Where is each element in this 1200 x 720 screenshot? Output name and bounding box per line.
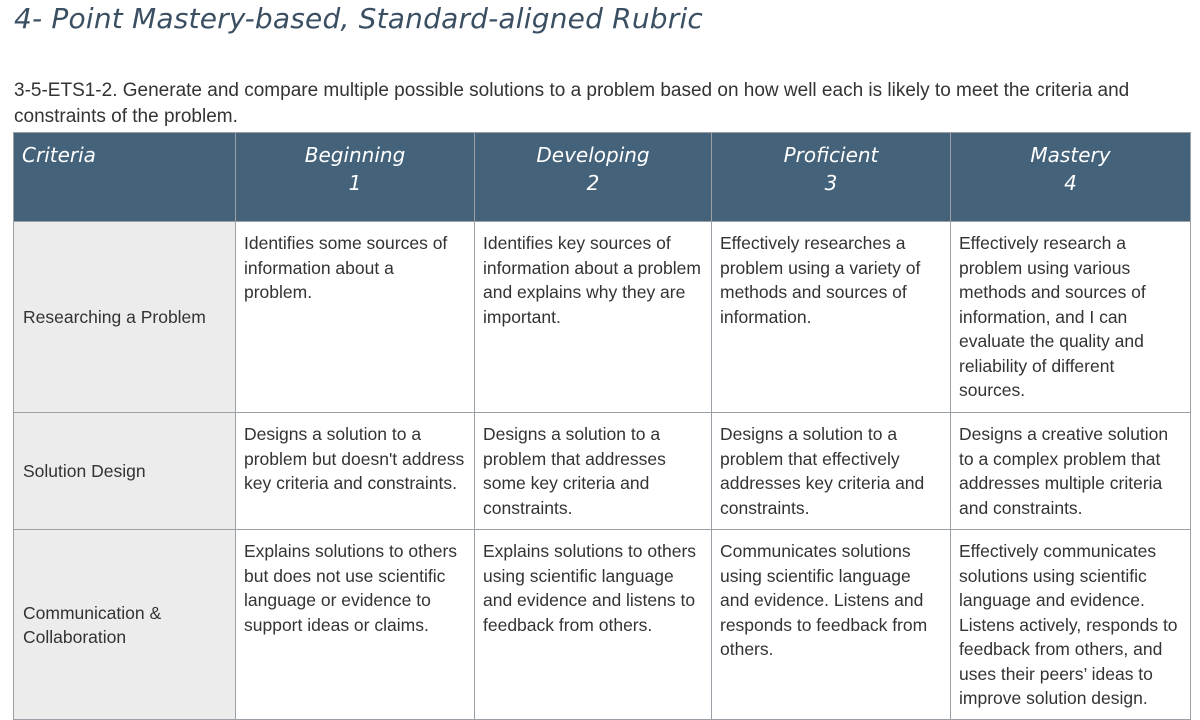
rubric-cell: Identifies some sources of information about a problem. <box>236 222 475 413</box>
rubric-cell: Identifies key sources of information about a problem and explains why they are important. <box>475 222 712 413</box>
criterion-cell: Communication & Collaboration <box>14 530 236 720</box>
table-row <box>14 222 1191 413</box>
table-row <box>14 530 1191 720</box>
level-name: Developing <box>536 143 650 167</box>
level-number: 2 <box>586 171 600 195</box>
level-name: Mastery <box>1030 143 1111 167</box>
rubric-cell: Effectively communicates solutions using scientific language and evidence. Listens actively, responds to feedback from others, and uses their peers’ ideas to improve solution design. <box>951 530 1191 720</box>
rubric-cell: Explains solutions to others using scientific language and evidence and listens to feedback from others. <box>475 530 712 720</box>
level-header-developing <box>475 133 712 222</box>
level-number: 3 <box>824 171 838 195</box>
rubric-cell: Designs a solution to a problem but doesn't address key criteria and constraints. <box>236 413 475 530</box>
standard-statement: 3-5-ETS1-2. Generate and compare multiple possible solutions to a problem based on how well each is likely to meet the criteria and constraints of the problem. <box>14 80 1130 127</box>
rubric-cell: Effectively researches a problem using a variety of methods and sources of information. <box>712 222 951 413</box>
rubric-cell: Designs a creative solution to a complex problem that addresses multiple criteria and constraints. <box>951 413 1191 530</box>
level-number: 1 <box>348 171 362 195</box>
level-number: 4 <box>1064 171 1077 195</box>
criteria-header: Criteria <box>14 133 236 222</box>
criterion-cell: Researching a Problem <box>14 222 236 413</box>
level-name: Beginning <box>304 143 406 167</box>
page-title: 4- Point Mastery-based, Standard-aligned Rubric <box>14 2 704 35</box>
rubric-cell: Communicates solutions using scientific language and evidence. Listens and responds to feedback from others. <box>712 530 951 720</box>
level-header-proficient <box>712 133 951 222</box>
table-row <box>14 413 1191 530</box>
criterion-cell: Solution Design <box>14 413 236 530</box>
rubric-cell: Explains solutions to others but does not use scientific language or evidence to support ideas or claims. <box>236 530 475 720</box>
rubric-cell: Designs a solution to a problem that addresses some key criteria and constraints. <box>475 413 712 530</box>
rubric-table <box>13 132 1191 720</box>
level-header-mastery <box>951 133 1191 222</box>
level-header-beginning <box>236 133 475 222</box>
header-row <box>14 133 1191 222</box>
rubric-cell: Effectively research a problem using various methods and sources of information, and I can evaluate the quality and reliability of different sources. <box>951 222 1191 413</box>
rubric-cell: Designs a solution to a problem that effectively addresses key criteria and constraints. <box>712 413 951 530</box>
level-name: Proficient <box>783 143 879 167</box>
